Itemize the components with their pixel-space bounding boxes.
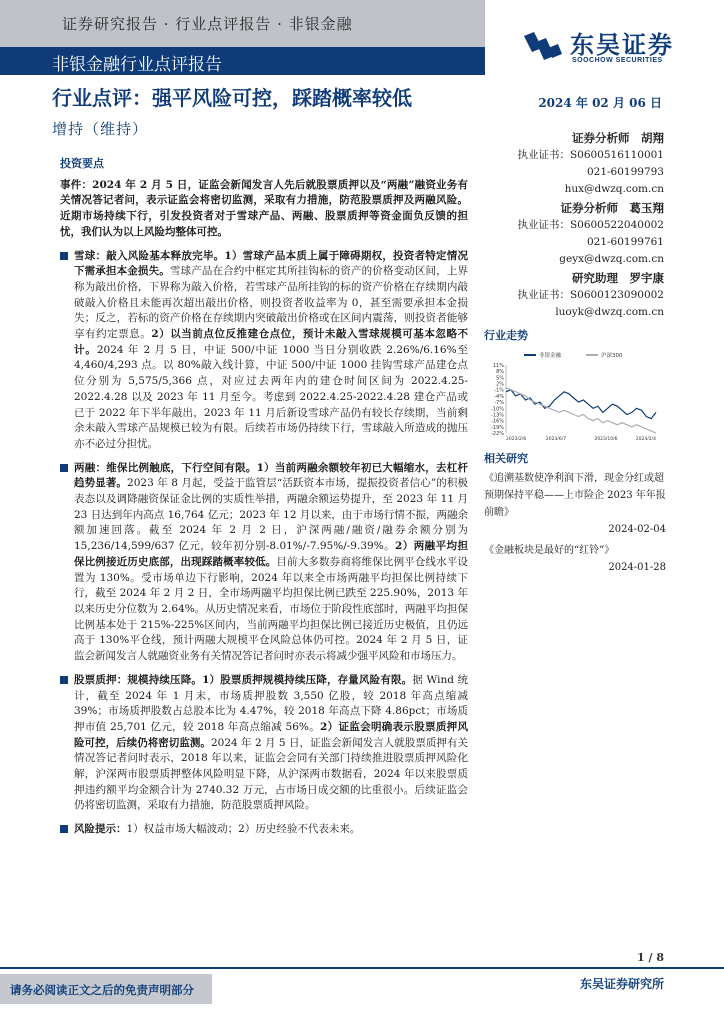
company-logo — [520, 28, 710, 68]
y-tick-label: -7% — [494, 400, 504, 407]
bold-point: 2）证监会明确表示股票质押风险可控，后续仍将密切监测。 — [74, 720, 468, 749]
analyst-cert: 执业证书：S0600522040002 — [517, 219, 664, 231]
header-band — [0, 47, 485, 75]
bold-point: 2）以当前点位反推建仓点位，预计未敲入雪球规模可基本忽略不计。 — [74, 328, 468, 356]
analyst-card — [484, 270, 664, 321]
y-tick-label: 8% — [496, 369, 504, 376]
paragraph-text: 2023 年 8 月起，受益于监管层“活跃资本市场，提振投资者信心”的积极表态以及调降融资保证金比例的实质性举措，两融余额运势提升，至 2023 年 11 月 23 日达到年内高点 16,764 亿元；2023 年 12 月以来，由于市场行情不振，两融余额加速回落。截至 2024 年 2 月 2 日，沪深两融/融资/融券余额分别为 15,236/14,599/637 亿元，较年初分别-8.01%/-7.95%/-9.39%。 — [74, 477, 469, 553]
y-tick-label: -1% — [494, 387, 504, 394]
trend-chart-svg — [484, 347, 660, 443]
margin-paragraph — [60, 461, 468, 665]
logo-name-cn: 东吴证券 — [570, 31, 674, 59]
paragraph-text: 雪球产品在合约中框定其所挂钩标的资产的价格变动区间，上界称为敲出价格，下界称为敲入价格，若雪球产品所挂钩的标的资产价格在存续期内敲破敲入价格且未能再次超出敲出价格，则投资者收益率为 0，甚至需要承担本金损失；反之，若标的资产价格在存续期内突破敲出价格或在区间内震荡，则投资者能够享有约定票息。 — [74, 265, 468, 341]
y-tick-label: -4% — [494, 393, 504, 400]
x-tick-label: 2024/2/4 — [635, 437, 656, 442]
bullet-square-icon — [60, 252, 68, 260]
industry-trend-chart — [484, 347, 660, 443]
report-breadcrumb: 证券研究报告 · 行业点评报告 · 非银金融 — [62, 15, 353, 33]
footer-disclaimer-band — [0, 974, 212, 1004]
analyst-phone: 021-60199761 — [586, 236, 664, 248]
related-title: 相关研究 — [484, 452, 528, 465]
analyst-card — [484, 130, 664, 198]
logo-name-en: SOOCHOW SECURITIES — [572, 57, 663, 64]
page-number: 1 / 8 — [637, 951, 664, 964]
bullet-square-icon — [60, 464, 68, 472]
event-text: 事件：2024 年 2 月 5 日，证监会新闻发言人先后就股票质押以及“两融”融资业务有关情况答记者问，表示证监会将密切监测，采取有力措施，防范股票质押及两融风险。近期市场持续下行，引发投资者对于雪球产品、两融、股票质押等资金面负反馈的担忧，我们认为以上风险均整体可控。 — [60, 178, 468, 238]
event-paragraph — [60, 178, 468, 241]
risk-text: 1）权益市场大幅波动；2）历史经验不代表未来。 — [126, 823, 361, 836]
y-tick-label: -16% — [491, 418, 504, 425]
y-tick-label: -10% — [491, 406, 504, 413]
y-tick-label: -19% — [491, 424, 504, 431]
main-content — [60, 156, 468, 846]
y-tick-label: -22% — [491, 431, 504, 437]
related-item[interactable] — [484, 470, 666, 538]
related-item-date: 2024-02-04 — [608, 524, 666, 535]
report-date: 2024 年 02 月 06 日 — [538, 96, 662, 110]
analyst-list — [484, 128, 664, 321]
bold-point: 1）股票质押规模持续压降，存量风险有限。 — [202, 673, 413, 686]
footer-brand: 东吴证券研究所 — [579, 977, 664, 991]
y-tick-label: -13% — [491, 412, 504, 419]
risk-paragraph — [60, 822, 468, 838]
analyst-role: 证券分析师 胡翔 — [572, 131, 664, 145]
trend-title: 行业走势 — [484, 329, 528, 342]
section-title: 投资要点 — [60, 157, 104, 170]
risk-heading: 风险提示： — [74, 823, 127, 836]
header-top-bar — [0, 0, 485, 47]
snowball-paragraph — [60, 249, 468, 453]
x-tick-label: 2023/10/6 — [594, 437, 618, 442]
analyst-email[interactable]: hux@dwzq.com.cn — [564, 183, 664, 195]
related-item-date: 2024-01-28 — [608, 562, 666, 573]
report-title: 行业点评：强平风险可控，踩踏概率较低 — [52, 86, 412, 110]
legend-label: 沪深300 — [601, 353, 623, 359]
analyst-role: 证券分析师 葛玉翔 — [560, 201, 664, 215]
analyst-phone: 021-60199793 — [586, 166, 664, 178]
paragraph-text: 据 Wind 统计，截至 2024 年 1 月末，市场质押股数 3,550 亿股，较 2018 年高点缩减 39%；市场质押股数占总股本比为 4.47%，较 2018 年高点下降 4.86pct；市场质押市值 25,701 亿元，较 2018 年高点缩减 56%。 — [74, 673, 469, 733]
footer-divider — [0, 967, 724, 969]
analyst-email[interactable]: luoyk@dwzq.com.cn — [555, 306, 664, 318]
legend-label: 非银金融 — [539, 353, 562, 359]
paragraph-heading: 雪球：敲入风险基本释放完毕。 — [74, 249, 225, 262]
report-type-label: 非银金融行业点评报告 — [52, 55, 222, 75]
paragraph-heading: 两融：维保比例触底，下行空间有限。 — [74, 461, 257, 474]
analyst-card — [484, 200, 664, 268]
analyst-cert: 执业证书：S0600516110001 — [517, 149, 664, 161]
related-item-title[interactable]: 《金融板块是最好的“红铃”》 — [484, 545, 615, 556]
paragraph-text: 2024 年 2 月 5 日，中证 500/中证 1000 当日分别收跌 2.26%/6.16%至 4,460/4,293 点。以 80%敲入线计算，中证 500/中证 1000 挂钩雪球产品建仓点位分别为 5,575/5,366 点，对应过去两年内的建仓时间区间为 2022.4.25-2022.4.28 以及 2023 年 11 月至今。考虑到 2022.4.25-2022.4.28 建仓产品或已于 2022 年下半年敲出，2023 年 11 月后新设雪球产品仍有较长存续期，当前剩余未敲入雪球产品规模已较为有限。后续若市场仍持续下行，雪球敲入所造成的抛压亦不必过分担忧。 — [74, 343, 469, 450]
related-item[interactable] — [484, 542, 666, 576]
analyst-role: 研究助理 罗宇康 — [572, 271, 664, 285]
paragraph-heading: 股票质押：规模持续压降。 — [74, 673, 203, 686]
analyst-email[interactable]: geyx@dwzq.com.cn — [559, 253, 664, 265]
paragraph-text: 2024 年 2 月 5 日，证监会新闻发言人就股票质押有关情况答记者问时表示，2018 年以来，证监会会同有关部门持续推进股票质押风险化解，沪深两市股票质押整体风险明显下降，从沪深两市数据看，2024 年以来股票质押违约额平均金额合计为 2740.32 万元，占市场日成交额的比重很小。后续证监会仍将密切监测，采取有力措施，防范股票质押风险。 — [74, 736, 469, 812]
rating-label: 增持（维持） — [52, 120, 149, 138]
x-tick-label: 2023/2/6 — [506, 437, 527, 442]
x-tick-label: 2023/6/7 — [545, 437, 567, 442]
bold-point: 2）两融平均担保比例接近历史底部，出现踩踏概率较低。 — [74, 540, 468, 568]
bold-point: 1）当前两融余额较年初已大幅缩水，去杠杆趋势显著。 — [74, 461, 468, 490]
pledge-paragraph — [60, 673, 468, 814]
logo-mark-icon — [520, 28, 564, 68]
related-item-title[interactable]: 《追溯基数使净利润下滑，现金分红或超预期保持平稳——上市险企 2023 年年报前瞻》 — [484, 473, 666, 518]
analyst-cert: 执业证书：S0600123090002 — [517, 289, 664, 301]
bullet-square-icon — [60, 825, 68, 833]
series-line-nonbank — [506, 390, 656, 419]
y-tick-label: 11% — [492, 363, 504, 369]
paragraph-text: 目前大多数券商将维保比例平仓线水平设置为 130%。受市场单边下行影响，2024 年以来全市场两融平均担保比例持续下行，截至 2024 年 2 月 2 日，全市场两融平均担保比例已跌至 225.90%，2013 年以来历史分位数为 2.64%。从历史情况来看，市场位于阶段性底部时，两融平均担保比例基本处于 215%-225%区间内，当前两融平均担保比例已接近历史极值，且仍远高于 130%平仓线，预计两融大规模平仓风险总体仍可控。2024 年 2 月 5 日，证监会新闻发言人就融资业务有关情况答记者问时亦表示将减少强平风险和市场压力。 — [74, 555, 469, 663]
y-tick-label: 2% — [496, 381, 504, 388]
y-tick-label: 5% — [496, 375, 504, 382]
bold-point: 1）雪球产品本质上属于障碍期权，投资者特定情况下需承担本金损失。 — [74, 249, 469, 278]
bullet-square-icon — [60, 676, 68, 684]
footer-disclaimer[interactable]: 请务必阅读正文之后的免责声明部分 — [10, 983, 194, 997]
related-research-list — [484, 470, 666, 580]
